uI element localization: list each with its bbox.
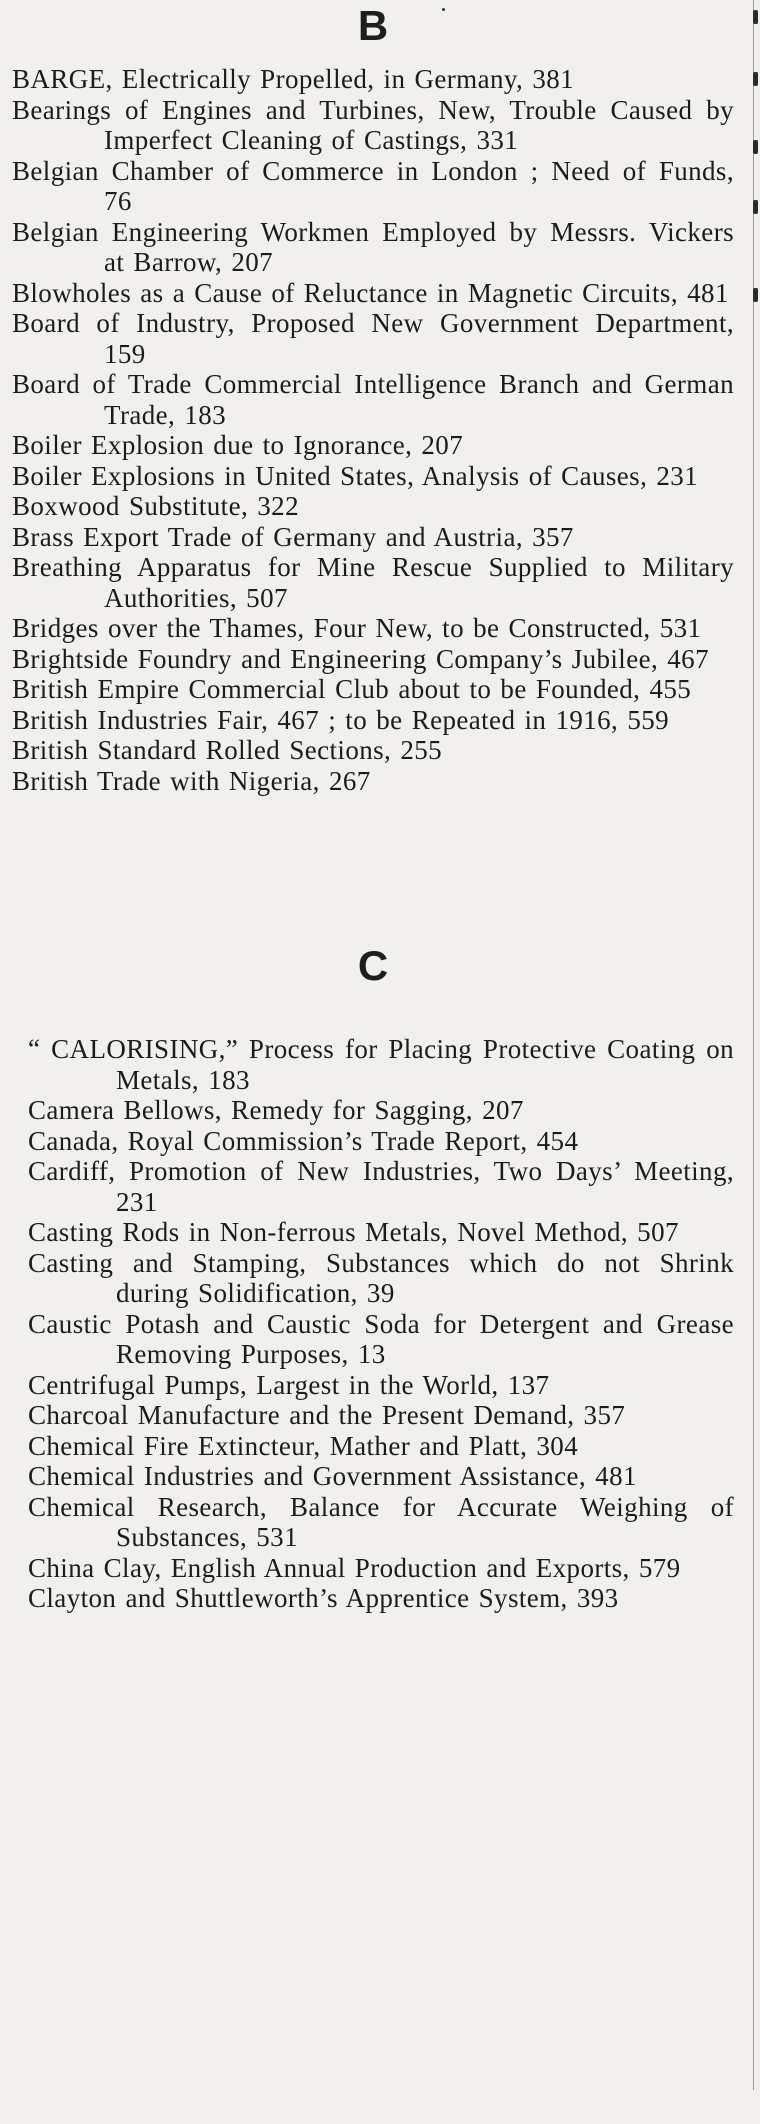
index-entry: Board of Trade Commercial Intelligence Branch and German Trade, 183 [12,369,734,430]
index-entry: China Clay, English Annual Production and Exports, 579 [28,1552,681,1583]
section-heading-c: C [357,942,389,989]
index-entry: Centrifugal Pumps, Largest in the World, 137 [28,1369,550,1400]
index-column [12,0,734,1614]
index-entry: Board of Industry, Proposed New Government Department, 159 [12,308,734,369]
index-entry: Breathing Apparatus for Mine Rescue Supplied to Military Authorities, 507 [12,552,734,613]
index-entry: Blowholes as a Cause of Reluctance in Magnetic Circuits, 481 [12,277,729,308]
index-entry: Caustic Potash and Caustic Soda for Detergent and Grease Removing Purposes, 13 [28,1308,734,1369]
section-c-entries [28,1034,734,1614]
index-entry: Belgian Engineering Workmen Employed by Messrs. Vickers at Barrow, 207 [12,216,734,277]
index-entry: Clayton and Shuttleworth’s Apprentice System, 393 [28,1583,619,1613]
index-entry: “ CALORISING,” Process for Placing Protective Coating on Metals, 183 [28,1034,734,1095]
index-entry: Chemical Research, Balance for Accurate Weighing of Substances, 531 [28,1491,734,1552]
index-entry: Bearings of Engines and Turbines, New, Trouble Caused by Imperfect Cleaning of Castings, 331 [12,94,734,155]
page-edge-marks [750,0,760,400]
index-entry: Charcoal Manufacture and the Present Demand, 357 [28,1400,626,1430]
section-b-entries [12,64,734,796]
index-entry: Brass Export Trade of Germany and Austria, 357 [12,521,574,552]
index-entry: Boiler Explosion due to Ignorance, 207 [12,430,464,460]
index-entry: Camera Bellows, Remedy for Sagging, 207 [28,1095,524,1125]
index-entry: British Industries Fair, 467 ; to be Repeated in 1916, 559 [12,704,670,735]
index-entry: Bridges over the Thames, Four New, to be Constructed, 531 [12,613,702,643]
index-entry: Cardiff, Promotion of New Industries, Two Days’ Meeting, 231 [28,1156,734,1217]
index-entry: Casting Rods in Non-ferrous Metals, Novel Method, 507 [28,1217,679,1247]
index-entry: BARGE, Electrically Propelled, in Germany, 381 [12,64,575,94]
index-entry: Belgian Chamber of Commerce in London ; Need of Funds, 76 [12,155,734,216]
index-entry: Chemical Industries and Government Assistance, 481 [28,1461,637,1491]
section-heading-b: B [357,2,389,49]
index-entry: Boxwood Substitute, 322 [12,491,299,521]
index-entry: Boiler Explosions in United States, Analysis of Causes, 231 [12,460,699,491]
index-entry: Chemical Fire Extincteur, Mather and Platt, 304 [28,1430,579,1461]
index-entry: Casting and Stamping, Substances which do not Shrink during Solidification, 39 [28,1247,734,1308]
index-entry: Canada, Royal Commission’s Trade Report, 454 [28,1125,579,1156]
index-entry: Brightside Foundry and Engineering Company’s Jubilee, 467 [12,643,709,674]
index-entry: British Standard Rolled Sections, 255 [12,735,443,765]
index-entry: British Trade with Nigeria, 267 [12,765,371,796]
index-entry: British Empire Commercial Club about to be Founded, 455 [12,674,692,704]
